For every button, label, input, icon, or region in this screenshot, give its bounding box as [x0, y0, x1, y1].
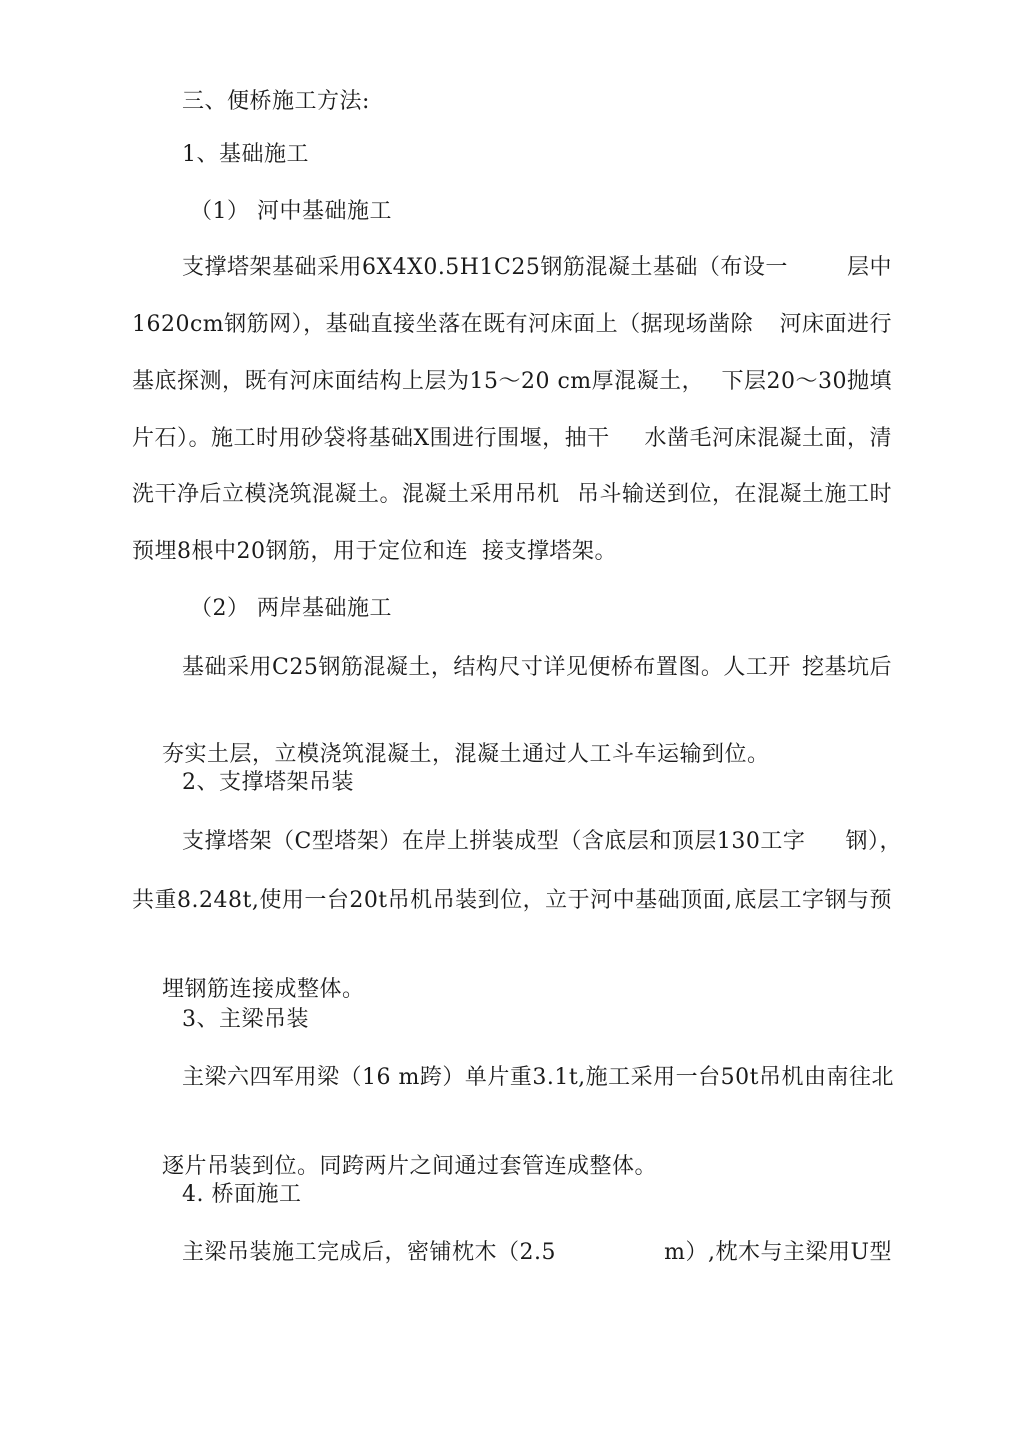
text-run: 接支撑塔架。	[482, 539, 618, 564]
text-run: 预埋8根中20钢筋，用于定位和连	[132, 539, 468, 564]
paragraph-line	[182, 253, 892, 283]
s1-heading: 1、基础施工	[182, 142, 309, 167]
text-run: 挖基坑后	[801, 655, 892, 680]
text-run: 共重8.248t,使用一台20t吊机吊装到位，立于河中基础顶面,	[132, 888, 733, 913]
s4-heading: 4. 桥面施工	[182, 1182, 302, 1207]
paragraph-line	[132, 310, 892, 340]
text-run: 基础采用C25钢筋混凝土，结构尺寸详见便桥布置图。人工开	[182, 655, 791, 680]
text-run: 底层工字钢与预	[734, 888, 892, 913]
text-run: 1620cm钢筋网），基础直接坐落在既有河床面上（据现场凿除	[132, 312, 754, 337]
text-run: 河床面进行	[779, 312, 892, 337]
paragraph-line	[182, 1238, 892, 1268]
s1-sub1-heading: （1） 河中基础施工	[190, 199, 392, 224]
text-run: 钢），	[845, 829, 902, 854]
text-run: 基底探测，既有河床面结构上层为15〜20 cm厚混凝土，	[132, 369, 705, 394]
text-run: 埋钢筋连接成整体。	[161, 977, 365, 1002]
paragraph-line	[132, 367, 892, 397]
text-run: 夯实土层，立模浇筑混凝土，混凝土通过人工斗车运输到位。	[161, 742, 770, 767]
paragraph-line	[132, 537, 617, 567]
text-run: 支撑塔架（C型塔架）在岸上拼装成型（含底层和顶层130工字	[182, 829, 806, 854]
text-run: 水凿毛河床混凝土面，清	[644, 426, 892, 451]
section-heading: 三、便桥施工方法:	[182, 89, 370, 114]
text-run: 下层20〜30抛填	[721, 369, 892, 394]
text-run: 洗干净后立模浇筑混凝土。混凝土采用吊机	[132, 482, 560, 507]
text-run: 吊机由南往北	[759, 1065, 895, 1090]
s1-sub2-heading: （2） 两岸基础施工	[190, 596, 392, 621]
paragraph-line	[182, 653, 892, 683]
text-run: 层中	[846, 255, 892, 280]
text-run: 逐片吊装到位。同跨两片之间通过套管连成整体。	[161, 1154, 657, 1179]
text-run: 主梁吊装施工完成后，密铺枕木（2.5	[182, 1240, 556, 1265]
paragraph-line	[132, 424, 892, 454]
text-run: 主梁六四军用梁（16 m跨）单片重3.1t,施工采用一台50t	[182, 1065, 760, 1090]
text-run: 片石）。施工时用砂袋将基础X围进行围堰，抽干	[132, 426, 610, 451]
s2-heading: 2、支撑塔架吊装	[182, 770, 354, 795]
text-run: 支撑塔架基础采用6X4X0.5H1C25钢筋混凝土基础（布设一	[182, 255, 788, 280]
text-run: 吊斗输送到位，在混凝土施工时	[576, 482, 892, 507]
text-run: m）,枕木与主梁用U型	[664, 1240, 892, 1265]
paragraph-line	[182, 827, 902, 857]
s3-heading: 3、主梁吊装	[182, 1007, 309, 1032]
paragraph-line	[132, 886, 892, 916]
paragraph-line	[182, 1063, 895, 1093]
paragraph-line	[132, 480, 892, 510]
